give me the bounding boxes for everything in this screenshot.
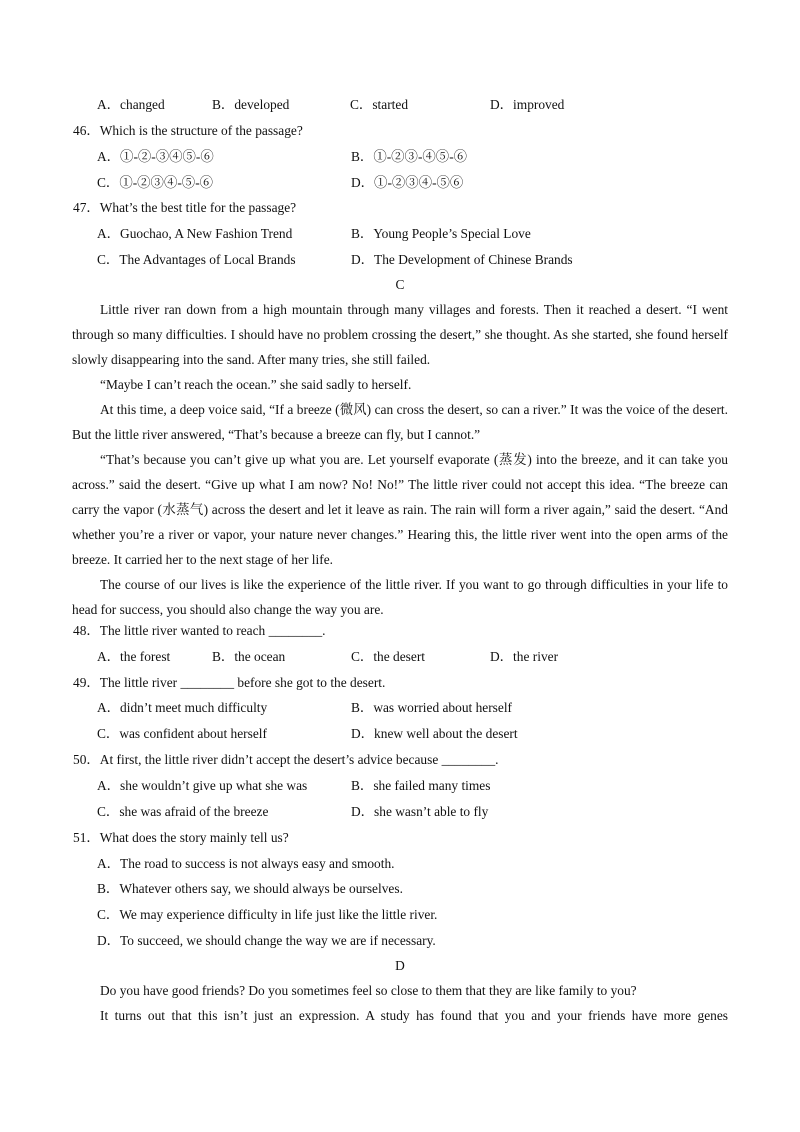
q46-options-row2	[97, 174, 737, 192]
q48-option-b: B．the ocean	[212, 649, 286, 664]
passage-d-paragraph: Do you have good friends? Do you sometimes feel so close to them that they are like family to you?	[100, 983, 637, 998]
q45-option-c: C．started	[350, 97, 409, 112]
q49-options-row2	[97, 725, 737, 743]
passage-c-paragraph: The course of our lives is like the experience of the little river. If you want to go through difficulties in your life to head for success, you should also change the way you are.	[72, 577, 728, 617]
passage-d-paragraph: It turns out that this isn’t just an expression. A study has found that you and your friends have more genes	[100, 1008, 728, 1023]
passage-c	[72, 297, 728, 622]
q46-options-row1	[97, 148, 737, 166]
q46-option-c: C．①-②③④-⑤-⑥	[97, 175, 214, 190]
q50-options-row1	[97, 777, 737, 795]
q45-option-b: B．developed	[212, 97, 290, 112]
q48-option-d: D．the river	[490, 649, 559, 664]
q49-option-d: D．knew well about the desert	[351, 726, 518, 741]
q50-stem: 50．At first, the little river didn’t accept the desert’s advice because ________.	[73, 752, 499, 767]
q50-options-row2	[97, 803, 737, 821]
q51-stem: 51．What does the story mainly tell us?	[73, 830, 289, 845]
passage-c-paragraph: “That’s because you can’t give up what you are. Let yourself evaporate (蒸发) into the breeze, and it can take you across.” said the desert. “Give up what I am now? No! No!” The little river could not accept this idea. “The breeze can carry the vapor (水蒸气) across the desert and let it leave as rain. The rain will form a river again,” said the desert. “And whether you’re a river or vapor, your nature never changes.” Hearing this, the little river went into the open arms of the breeze. It carried her to the next stage of her life.	[72, 452, 728, 567]
q48-option-c: C．the desert	[351, 649, 426, 664]
q47-stem: 47．What’s the best title for the passage?	[73, 200, 297, 215]
q46-option-b: B．①-②③-④⑤-⑥	[351, 149, 468, 164]
q48-stem: 48．The little river wanted to reach ________.	[73, 623, 326, 638]
q49-option-a: A．didn’t meet much difficulty	[97, 700, 268, 715]
q46-option-d: D．①-②③④-⑤⑥	[351, 175, 464, 190]
passage-d	[72, 978, 728, 1028]
passage-c-paragraph: “Maybe I can’t reach the ocean.” she said sadly to herself.	[100, 377, 412, 392]
passage-c-paragraph: Little river ran down from a high mountain through many villages and forests. Then it reached a desert. “I went through so many difficulties. I should have no problem crossing the desert,” she thought. As she started, she found herself slowly disappearing into the sand. After many tries, she still failed.	[72, 302, 728, 367]
q49-option-b: B．was worried about herself	[351, 700, 513, 715]
section-c-heading: C	[395, 277, 405, 292]
section-d-heading: D	[395, 958, 405, 973]
q50-option-b: B．she failed many times	[351, 778, 491, 793]
q47-options-row1	[97, 225, 737, 243]
q50-option-d: D．she wasn’t able to fly	[351, 804, 489, 819]
q51-option-c: C．We may experience difficulty in life just like the little river.	[97, 907, 438, 922]
q49-stem: 49．The little river ________ before she got to the desert.	[73, 675, 386, 690]
q47-option-c: C．The Advantages of Local Brands	[97, 252, 296, 267]
q50-option-a: A．she wouldn’t give up what she was	[97, 778, 308, 793]
q49-option-c: C．was confident about herself	[97, 726, 267, 741]
passage-c-paragraph: At this time, a deep voice said, “If a breeze (微风) can cross the desert, so can a river.” It was the voice of the desert. But the little river answered, “That’s because a breeze can fly, but I cannot.”	[72, 402, 728, 442]
q48-options	[97, 648, 737, 666]
q47-option-b: B．Young People’s Special Love	[351, 226, 531, 241]
q45-options	[97, 96, 737, 114]
q45-option-a: A．changed	[97, 97, 165, 112]
q51-option-a: A．The road to success is not always easy and smooth.	[97, 856, 395, 871]
q51-option-d: D．To succeed, we should change the way we are if necessary.	[97, 933, 436, 948]
q50-option-c: C．she was afraid of the breeze	[97, 804, 269, 819]
q51-option-b: B．Whatever others say, we should always be ourselves.	[97, 881, 403, 896]
q46-stem: 46．Which is the structure of the passage?	[73, 123, 303, 138]
q45-option-d: D．improved	[490, 97, 565, 112]
q46-option-a: A．①-②-③④⑤-⑥	[97, 149, 214, 164]
q49-options-row1	[97, 699, 737, 717]
q47-option-d: D．The Development of Chinese Brands	[351, 252, 573, 267]
q47-option-a: A．Guochao, A New Fashion Trend	[97, 226, 293, 241]
q48-option-a: A．the forest	[97, 649, 171, 664]
q47-options-row2	[97, 251, 737, 269]
